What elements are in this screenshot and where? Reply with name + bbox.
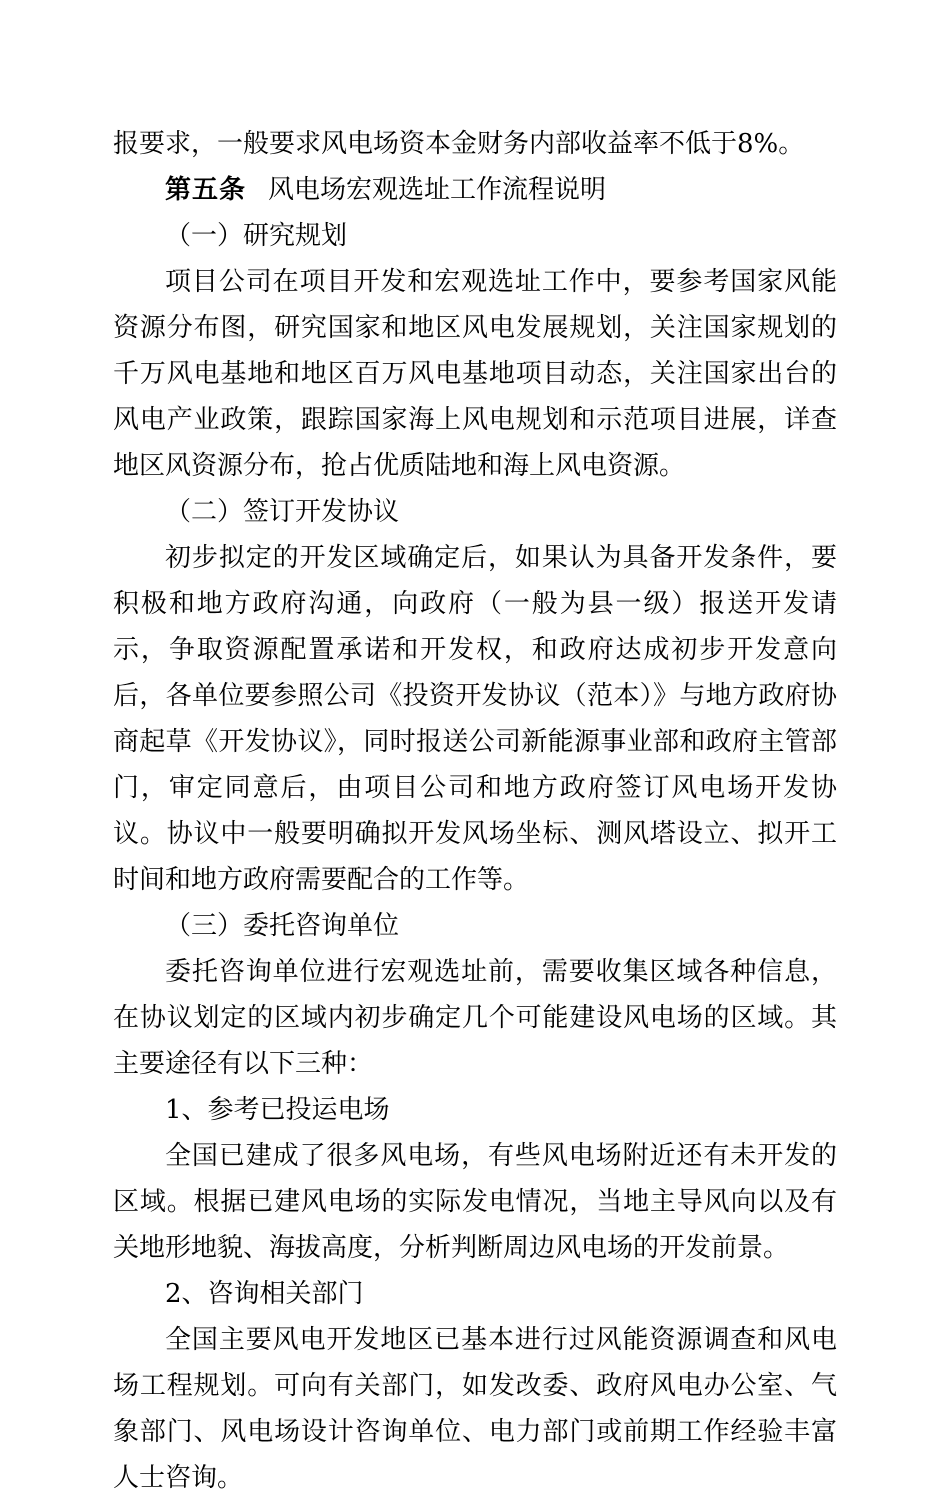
article-title: 风电场宏观选址工作流程说明: [268, 175, 607, 205]
article-number: 第五条: [165, 175, 247, 205]
article-heading: [113, 167, 837, 213]
paragraph-consulting-unit: 委托咨询单位进行宏观选址前，需要收集区域各种信息，在协议划定的区域内初步确定几个可能建设风电场的区域。其主要途径有以下三种：: [113, 957, 837, 1079]
paragraph-reference-existing: 全国已建成了很多风电场，有些风电场附近还有未开发的区域。根据已建风电场的实际发电情况，当地主导风向以及有关地形地貌、海拔高度，分析判断周边风电场的开发前景。: [113, 1141, 837, 1263]
paragraph-research-planning: 项目公司在项目开发和宏观选址工作中，要参考国家风能资源分布图，研究国家和地区风电发展规划，关注国家规划的千万风电基地和地区百万风电基地项目动态，关注国家出台的风电产业政策，跟踪国家海上风电规划和示范项目进展，详查地区风资源分布，抢占优质陆地和海上风电资源。: [113, 267, 837, 481]
section-heading-consulting-unit: （三）委托咨询单位: [165, 911, 400, 941]
document-page: [113, 121, 837, 1501]
item-heading-reference-existing: 1、参考已投运电场: [165, 1095, 390, 1125]
paragraph-sign-agreement: 初步拟定的开发区域确定后，如果认为具备开发条件，要积极和地方政府沟通，向政府（一般为县一级）报送开发请示，争取资源配置承诺和开发权，和政府达成初步开发意向后，各单位要参照公司《投资开发协议（范本）》与地方政府协商起草《开发协议》，同时报送公司新能源事业部和政府主管部门，审定同意后，由项目公司和地方政府签订风电场开发协议。协议中一般要明确拟开发风场坐标、测风塔设立、拟开工时间和地方政府需要配合的工作等。: [113, 543, 837, 895]
section-heading-research-planning: （一）研究规划: [165, 221, 348, 251]
paragraph-return-requirement: 报要求，一般要求风电场资本金财务内部收益率不低于8%。: [113, 129, 805, 159]
paragraph-consult-departments: 全国主要风电开发地区已基本进行过风能资源调查和风电场工程规划。可向有关部门，如发改委、政府风电办公室、气象部门、风电场设计咨询单位、电力部门或前期工作经验丰富人士咨询。: [113, 1325, 837, 1493]
section-heading-sign-agreement: （二）签订开发协议: [165, 497, 400, 527]
item-heading-consult-departments: 2、咨询相关部门: [165, 1279, 364, 1309]
